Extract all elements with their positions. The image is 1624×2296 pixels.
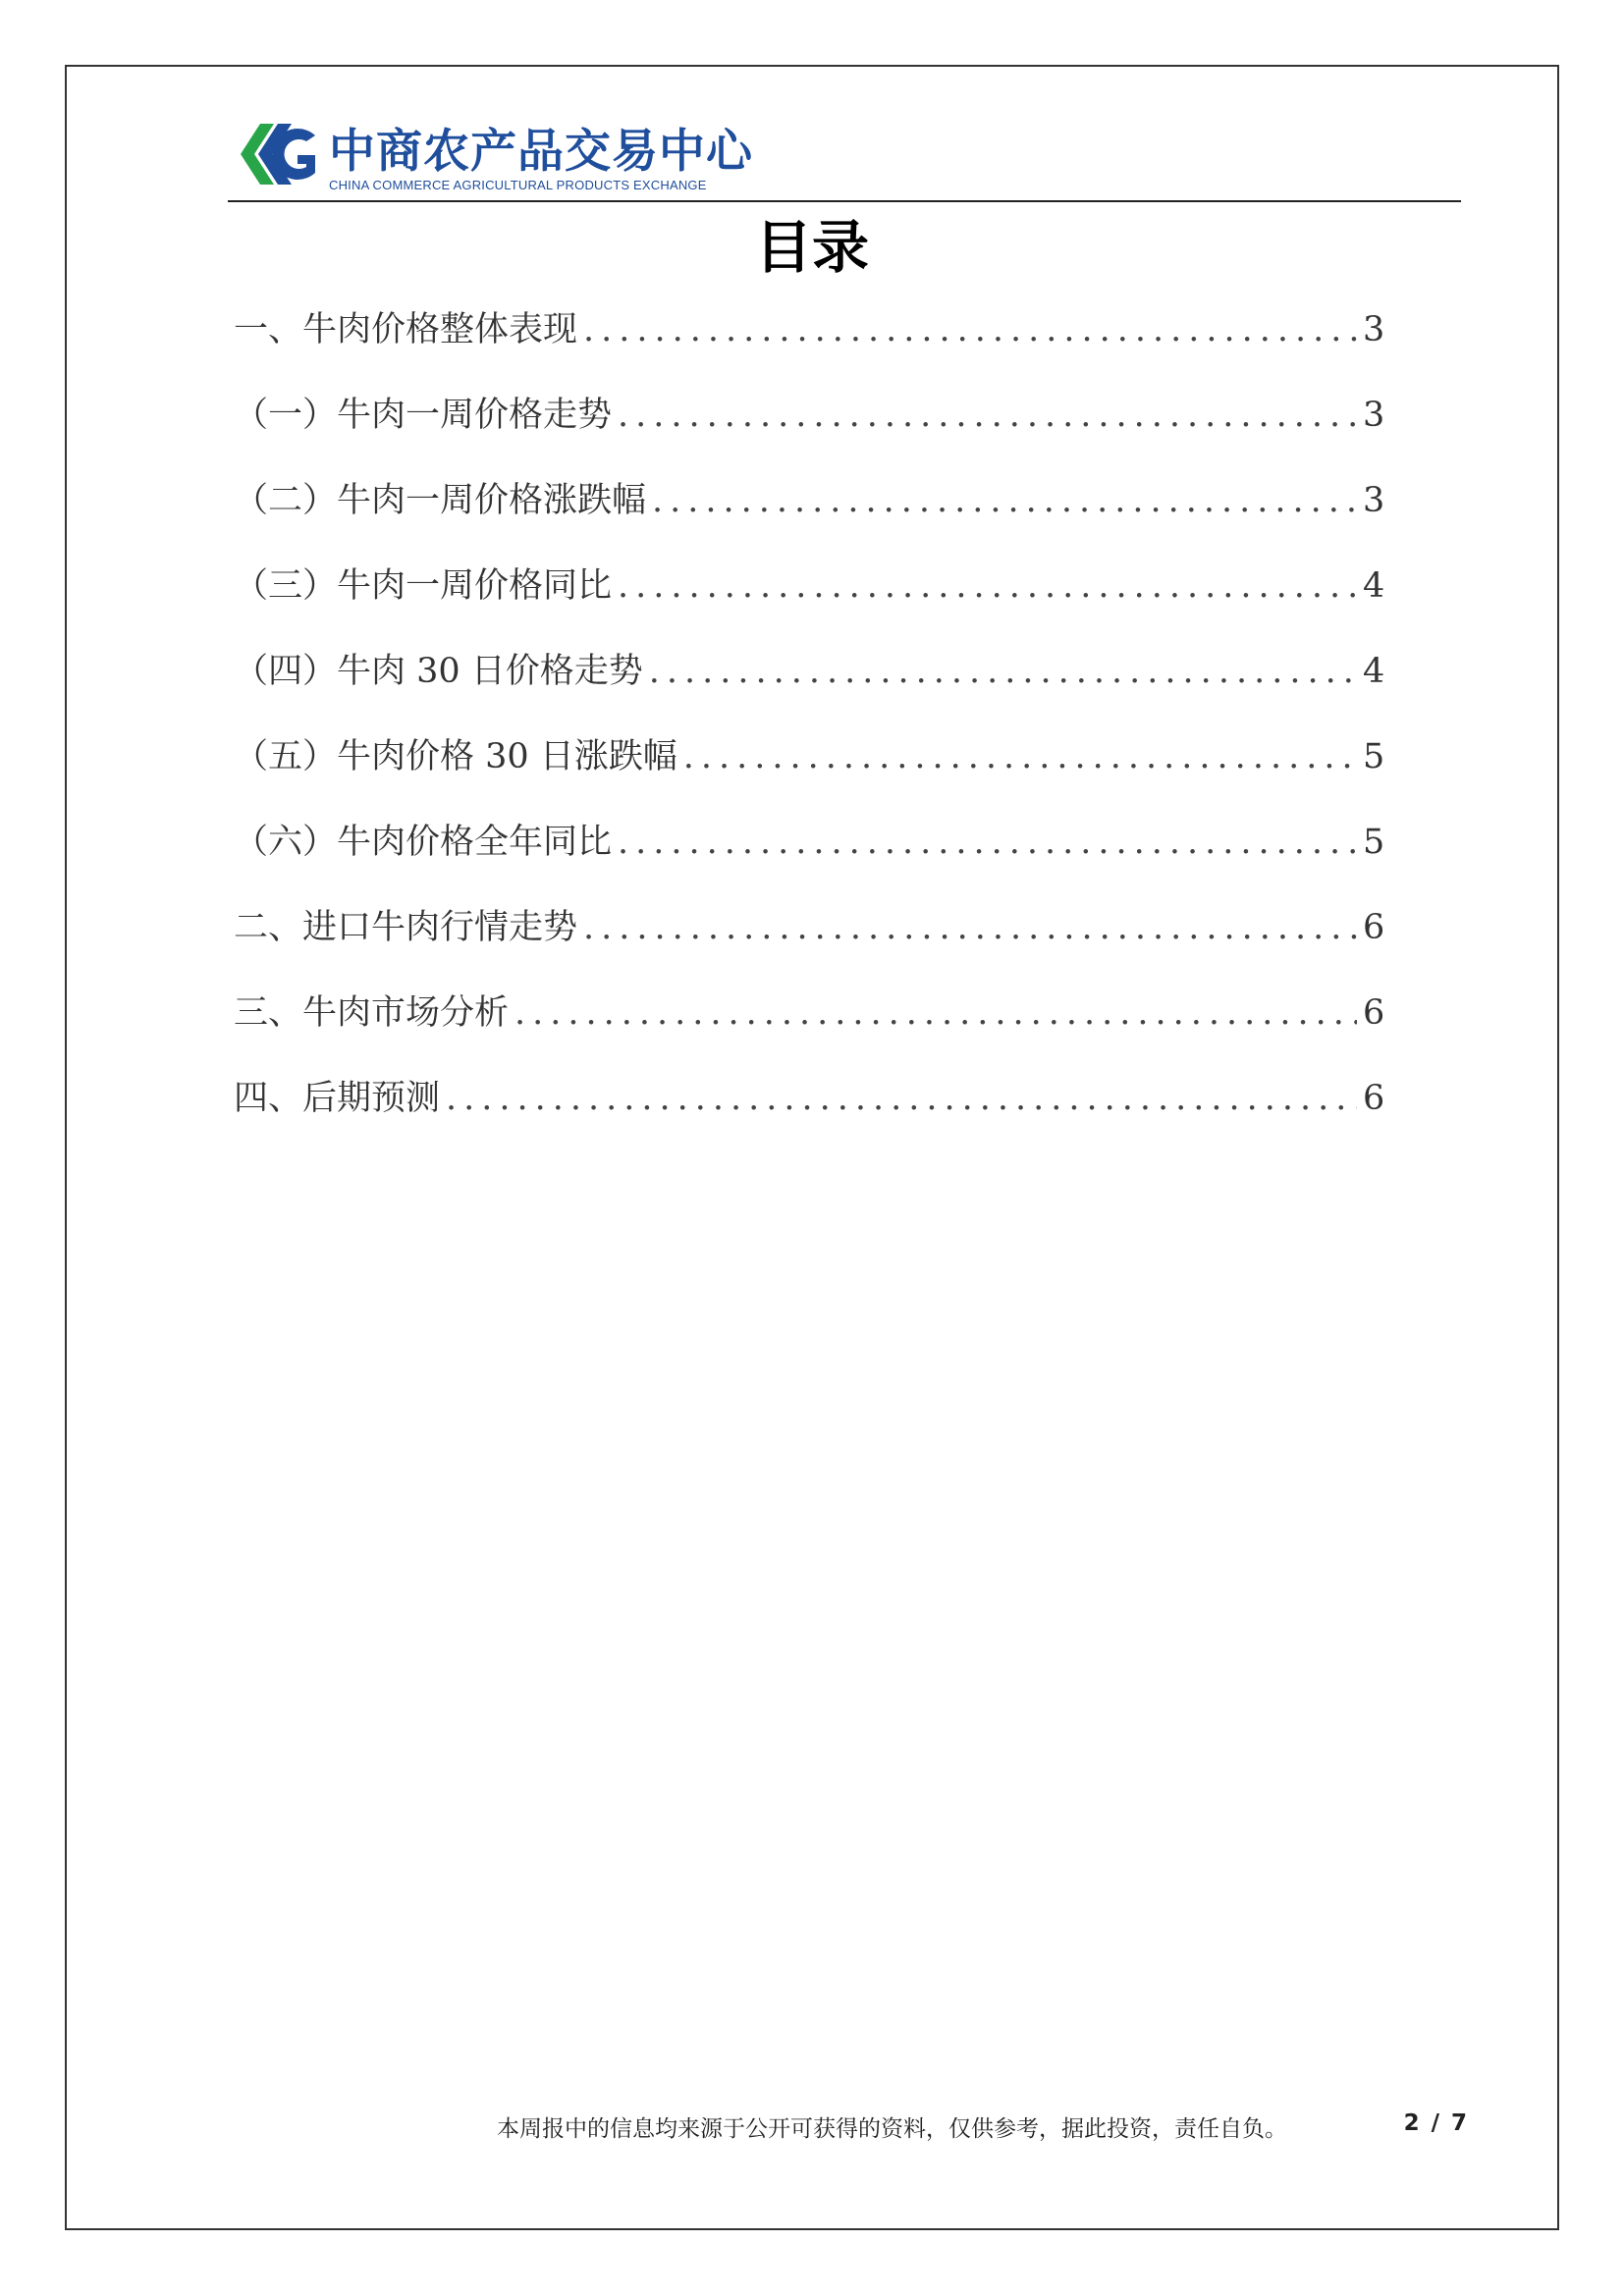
toc-entry[interactable] — [234, 473, 1384, 559]
toc-entry-page: 6 — [1363, 993, 1385, 1033]
toc-entry-page: 4 — [1363, 566, 1385, 606]
toc-leader-dots — [618, 566, 1357, 606]
toc-entry-page: 4 — [1363, 652, 1385, 691]
toc-leader-dots — [514, 993, 1357, 1033]
toc-entry-page: 3 — [1363, 310, 1385, 349]
toc-entry[interactable] — [234, 1071, 1384, 1156]
toc-entry-page: 5 — [1363, 823, 1385, 862]
toc-entry-page: 6 — [1363, 1079, 1385, 1118]
toc-leader-dots — [583, 310, 1357, 349]
toc-entry-label: 四、后期预测 — [234, 1079, 441, 1118]
toc-leader-dots — [683, 737, 1357, 776]
toc-entry-label: （二）牛肉一周价格涨跌幅 — [234, 481, 647, 520]
toc-entry-label: 二、进口牛肉行情走势 — [234, 908, 578, 947]
toc-entry-page: 3 — [1363, 481, 1385, 520]
toc-entry-label: （三）牛肉一周价格同比 — [234, 566, 613, 606]
company-logo-icon — [231, 118, 321, 191]
toc-leader-dots — [446, 1079, 1357, 1118]
toc-entry[interactable] — [234, 388, 1384, 473]
page-footer — [497, 2110, 1469, 2150]
toc-entry[interactable] — [234, 559, 1384, 644]
toc-entry[interactable] — [234, 302, 1384, 388]
logo-chinese-name: 中商农产品交易中心 — [329, 125, 753, 179]
toc-leader-dots — [618, 823, 1357, 862]
toc-entry-label: （四）牛肉 30 日价格走势 — [234, 652, 643, 691]
toc-leader-dots — [649, 652, 1357, 691]
page-title: 目录 — [754, 214, 869, 281]
table-of-contents — [234, 302, 1384, 1156]
toc-leader-dots — [618, 396, 1357, 435]
toc-entry[interactable] — [234, 644, 1384, 729]
logo-english-name: CHINA COMMERCE AGRICULTURAL PRODUCTS EXCHANGE — [329, 178, 707, 192]
toc-leader-dots — [652, 481, 1357, 520]
toc-leader-dots — [583, 908, 1357, 947]
footer-disclaimer: 本周报中的信息均来源于公开可获得的资料，仅供参考，据此投资，责任自负。 — [497, 2116, 1287, 2142]
toc-entry[interactable] — [234, 900, 1384, 986]
toc-entry[interactable] — [234, 986, 1384, 1071]
header-divider — [228, 200, 1461, 202]
page-number-indicator: 2 / 7 — [1403, 2110, 1469, 2136]
toc-entry-label: 三、牛肉市场分析 — [234, 993, 510, 1033]
page-header — [231, 113, 1458, 201]
toc-entry-page: 5 — [1363, 737, 1385, 776]
toc-entry[interactable] — [234, 729, 1384, 815]
toc-entry-label: （一）牛肉一周价格走势 — [234, 396, 613, 435]
toc-entry-label: 一、牛肉价格整体表现 — [234, 310, 578, 349]
toc-entry-label: （六）牛肉价格全年同比 — [234, 823, 613, 862]
toc-entry-page: 3 — [1363, 396, 1385, 435]
toc-entry-page: 6 — [1363, 908, 1385, 947]
toc-entry[interactable] — [234, 815, 1384, 900]
toc-entry-label: （五）牛肉价格 30 日涨跌幅 — [234, 737, 677, 776]
